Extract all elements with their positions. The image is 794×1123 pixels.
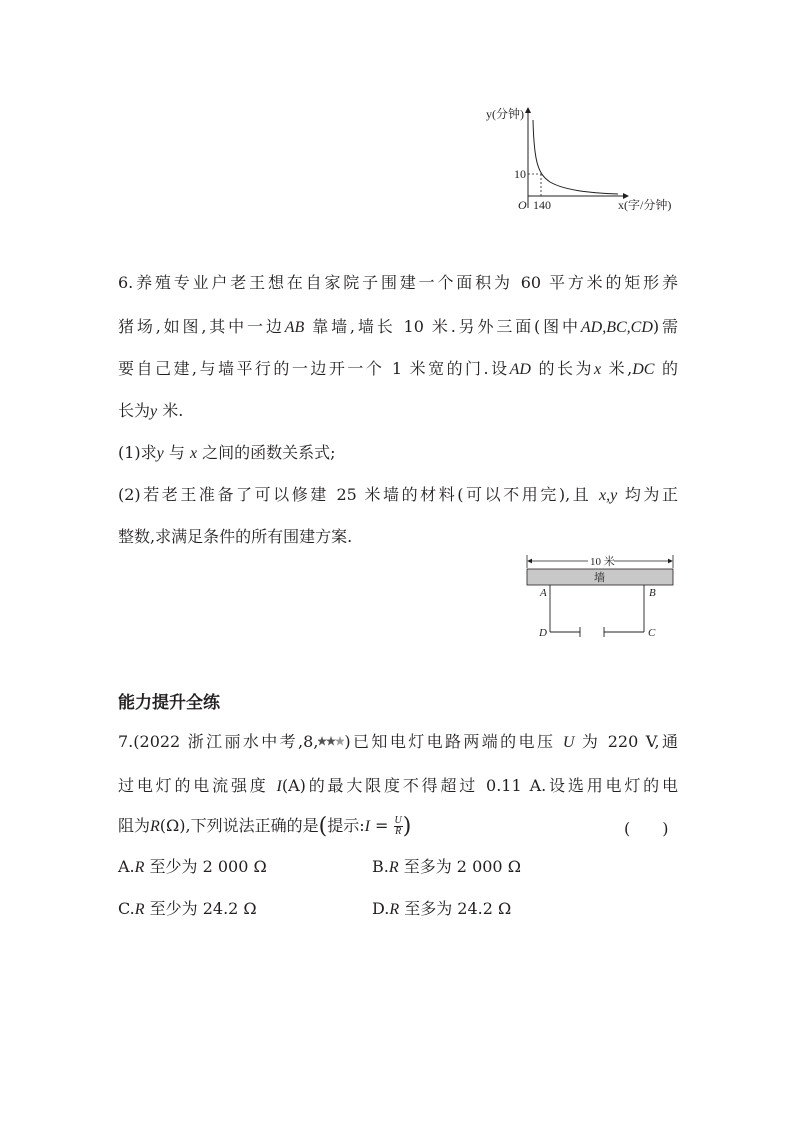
graph-origin: O <box>518 198 527 212</box>
inverse-function-graph <box>478 102 684 220</box>
point-c: C <box>648 627 656 639</box>
difficulty-stars-icon <box>318 736 344 748</box>
q7-line-1: 7.(2022 浙江丽水中考,8, )已知电灯电路两端的电压 U 为 220 V,通 <box>118 732 678 751</box>
graph-x-tick: 140 <box>533 198 551 212</box>
option-d: D.R 至多为 24.2 Ω <box>372 899 512 918</box>
q6-subquestion-1: (1)求y 与 x 之间的函数关系式; <box>118 443 336 462</box>
q6-line-2: 猪场,如图,其中一边AB 靠墙,墙长 10 米.另外三面(图中AD,BC,CD)需 <box>118 317 678 336</box>
q7-line-2: 过电灯的电流强度 I(A)的最大限度不得超过 0.11 A.设选用电灯的电 <box>118 776 678 795</box>
q6-text: 养殖专业户老王想在自家院子围建一个面积为 60 平方米的矩形养 <box>133 273 678 292</box>
hint-label: 提示: <box>327 816 365 835</box>
option-b: B.R 至多为 2 000 Ω <box>372 857 521 876</box>
graph-x-label: x(字/分钟) <box>618 198 672 212</box>
section-title: 能力提升全练 <box>118 693 220 713</box>
graph-y-tick: 10 <box>514 167 526 181</box>
q6-number: 6. <box>118 273 134 292</box>
option-c: C.R 至少为 24.2 Ω <box>118 899 257 918</box>
answer-blank: ( ) <box>624 819 669 838</box>
point-b: B <box>649 587 656 599</box>
q6-subquestion-2-cont: 整数,求满足条件的所有围建方案. <box>118 527 353 546</box>
q6-line-4: 长为y 米. <box>118 401 184 420</box>
option-a: A.R 至少为 2 000 Ω <box>118 857 267 876</box>
wall-label: 墙 <box>594 572 605 584</box>
q6-line-3: 要自己建,与墙平行的一边开一个 1 米宽的门.设AD 的长为x 米,DC 的 <box>118 359 678 378</box>
q6-line-1 <box>118 273 678 293</box>
width-label: 10 米 <box>590 556 615 568</box>
point-d: D <box>539 627 547 639</box>
point-a: A <box>540 587 547 599</box>
formula-fraction: $\frac{U}{R}$ <box>394 815 402 837</box>
graph-y-label: y(分钟) <box>486 107 524 121</box>
q7-line-3: 阻为R(Ω),下列说法正确的是(提示:I = $\frac{U}{R}$ ) <box>118 814 412 839</box>
q6-subquestion-2: (2)若老王准备了可以修建 25 米墙的材料(可以不用完),且 x,y 均为正 <box>118 485 678 504</box>
hyperbola-curve <box>533 120 618 194</box>
pig-pen-diagram <box>526 552 680 644</box>
